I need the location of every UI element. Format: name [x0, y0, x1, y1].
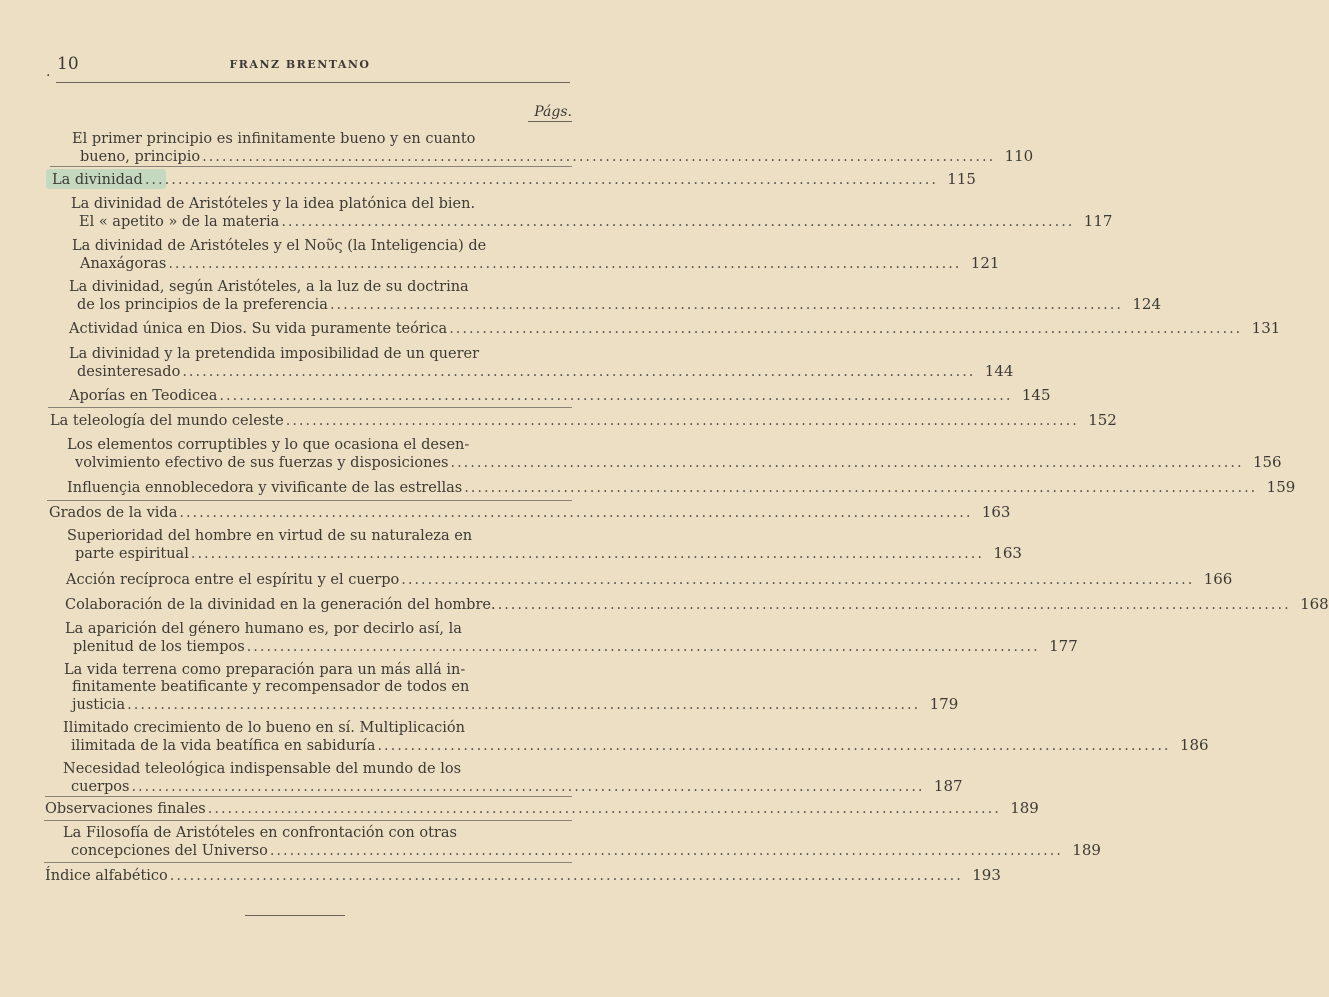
toc-entry	[65, 595, 1329, 614]
dot-leader: ........................................................................................................................	[169, 868, 963, 884]
toc-page-number: 156	[1252, 453, 1282, 471]
toc-page-number: 168	[1300, 595, 1329, 613]
toc-entry-title: La teleología del mundo celeste	[50, 413, 284, 429]
toc-entry-title: de los principios de la preferencia	[77, 297, 328, 313]
toc-entry	[65, 621, 1078, 656]
toc-entry	[67, 437, 1282, 472]
footer-rule	[245, 915, 345, 916]
toc-page-number: 152	[1088, 411, 1117, 429]
toc-page-number: 163	[981, 503, 1011, 521]
toc-entry-title: cuerpos	[71, 779, 130, 795]
dot-leader: ........................................................................................................................	[144, 172, 938, 188]
toc-entry-last-line	[71, 212, 1113, 231]
toc-entry-title: volvimiento efectivo de sus fuerzas y disposiciones	[75, 455, 449, 471]
dot-leader: ........................................................................................................................	[450, 455, 1244, 471]
toc-entry-line: Los elementos corruptibles y lo que ocasiona el desen-	[67, 437, 470, 453]
toc-page-number: 115	[947, 170, 976, 188]
toc-entry-last-line	[63, 736, 1209, 755]
toc-entry-line: La divinidad y la pretendida imposibilidad de un querer	[69, 346, 480, 362]
toc-page-number: 189	[1072, 841, 1101, 859]
toc-entry-title: Actividad única en Dios. Su vida puramente teórica	[69, 321, 448, 337]
toc-page-number: 193	[972, 866, 1001, 884]
pages-label-rule	[528, 121, 572, 122]
toc-entry-line: La Filosofía de Aristóteles en confrontación con otras	[63, 825, 457, 841]
dot-leader: ........................................................................................................................	[401, 572, 1195, 588]
dot-leader: ........................................................................................................................	[190, 546, 984, 562]
toc-entry-last-line	[72, 254, 1000, 273]
toc-entry-title: concepciones del Universo	[71, 843, 268, 859]
toc-entry-last-line	[69, 362, 1014, 381]
toc-page-number: 110	[1004, 147, 1034, 165]
toc-page-number: 159	[1266, 478, 1296, 496]
dot-leader: ........................................................................................................................	[281, 214, 1075, 230]
dot-leader: ........................................................................................................................	[202, 149, 996, 165]
toc-entry	[63, 825, 1101, 860]
toc-entry-title: Acción recíproca entre el espíritu y el cuerpo	[66, 572, 400, 588]
toc-entry-title: parte espiritual	[75, 546, 189, 562]
pages-column-label: Págs.	[534, 104, 572, 120]
section-separator	[45, 796, 572, 797]
toc-entry-last-line	[69, 295, 1162, 314]
toc-entry-title: bueno, principio	[80, 149, 201, 165]
toc-entry	[45, 799, 1039, 818]
dot-leader: ........................................................................................................................	[329, 297, 1124, 313]
section-separator	[48, 407, 572, 408]
toc-entry-last-line	[66, 570, 1233, 589]
dot-leader: ........................................................................................................................	[285, 413, 1079, 429]
toc-entry	[72, 238, 1000, 273]
toc-page-number: 189	[1010, 799, 1039, 817]
toc-entry	[69, 279, 1162, 314]
dot-leader: ........................................................................................................................	[377, 738, 1171, 754]
toc-entry-title: Anaxágoras	[80, 256, 167, 272]
toc-entry-line: La aparición del género humano es, por decirlo así, la	[65, 621, 462, 637]
toc-page-number: 177	[1049, 637, 1078, 655]
dot-leader: ........................................................................................................................	[131, 779, 925, 795]
toc-entry-title: Índice alfabético	[45, 868, 168, 884]
toc-page-number: 186	[1179, 736, 1209, 754]
toc-entry-line: Superioridad del hombre en virtud de su naturaleza en	[67, 528, 473, 544]
toc-page-number: 124	[1132, 295, 1162, 313]
page-mark: .	[46, 64, 51, 80]
toc-entry	[50, 411, 1117, 430]
toc-entry-title: plenitud de los tiempos	[73, 639, 245, 655]
toc-entry-title: Observaciones finales	[45, 801, 206, 817]
toc-entry	[69, 386, 1051, 405]
dot-leader: ........................................................................................................................	[219, 388, 1013, 404]
dot-leader: ........................................................................................................................	[449, 321, 1243, 337]
toc-entry-last-line	[50, 411, 1117, 430]
toc-entry-last-line	[67, 478, 1296, 497]
toc-entry	[64, 662, 959, 714]
toc-entry-title: El « apetito » de la materia	[79, 214, 280, 230]
dot-leader: ........................................................................................................................	[182, 364, 976, 380]
section-separator	[47, 500, 572, 501]
toc-entry-last-line	[63, 777, 963, 796]
section-separator	[44, 820, 572, 821]
toc-entry-line: La vida terrena como preparación para un más allá in-	[64, 662, 466, 678]
dot-leader: ........................................................................................................................	[269, 843, 1063, 859]
toc-entry-title: ilimitada de la vida beatífica en sabiduría	[71, 738, 376, 754]
dot-leader: ........................................................................................................................	[207, 801, 1001, 817]
toc-entry-last-line	[69, 319, 1281, 338]
running-title-author: FRANZ BRENTANO	[229, 58, 371, 71]
toc-entry-title: Grados de la vida	[49, 505, 178, 521]
toc-entry-title: justicia	[72, 697, 126, 713]
dot-leader: ........................................................................................................................	[168, 256, 962, 272]
toc-page-number: 121	[970, 254, 1000, 272]
toc-page-number: 144	[984, 362, 1014, 380]
toc-page-number: 131	[1251, 319, 1281, 337]
toc-entry	[69, 346, 1014, 381]
toc-entry	[63, 761, 963, 796]
toc-page-number: 163	[993, 544, 1022, 562]
toc-entry	[45, 866, 1001, 885]
toc-page-number: 166	[1203, 570, 1233, 588]
toc-page-number: 179	[929, 695, 959, 713]
toc-entry-title: La divinidad	[52, 172, 143, 188]
toc-entry	[67, 528, 1022, 563]
toc-entry-line: Necesidad teleológica indispensable del mundo de los	[63, 761, 462, 777]
toc-entry-last-line	[67, 453, 1282, 472]
toc-entry	[72, 131, 1034, 166]
toc-entry	[49, 503, 1011, 522]
toc-entry-line: La divinidad de Aristóteles y la idea platónica del bien.	[71, 196, 476, 212]
dot-leader: ........................................................................................................................	[497, 597, 1291, 613]
toc-entry-last-line	[45, 799, 1039, 818]
page-number: 10	[57, 54, 79, 74]
toc-entry-last-line	[49, 503, 1011, 522]
toc-entry	[67, 478, 1296, 497]
toc-entry-title: Aporías en Teodicea	[69, 388, 218, 404]
toc-entry-title: Colaboración de la divinidad en la generación del hombre.	[65, 597, 496, 613]
toc-entry-line: La divinidad de Aristóteles y el Νοῦς (la Inteligencia) de	[72, 238, 487, 254]
toc-entry	[66, 570, 1233, 589]
toc-page-number: 145	[1021, 386, 1051, 404]
toc-entry-last-line	[52, 170, 976, 189]
toc-entry-title: Influençia ennoblecedora y vivificante de las estrellas	[67, 480, 463, 496]
toc-entry	[63, 720, 1209, 755]
toc-entry-line: El primer principio es infinitamente bueno y en cuanto	[72, 131, 476, 147]
toc-entry-line: finitamente beatificante y recompensador de todos en	[72, 679, 470, 695]
dot-leader: ........................................................................................................................	[127, 697, 921, 713]
toc-entry-last-line	[72, 147, 1034, 166]
toc-entry-line: La divinidad, según Aristóteles, a la luz de su doctrina	[69, 279, 469, 295]
toc-page-number: 117	[1083, 212, 1113, 230]
toc-entry-last-line	[69, 386, 1051, 405]
running-header	[0, 54, 600, 78]
toc-entry-last-line	[64, 695, 959, 714]
toc-entry-last-line	[67, 544, 1022, 563]
toc-entry-last-line	[45, 866, 1001, 885]
toc-page-number: 187	[933, 777, 963, 795]
dot-leader: ........................................................................................................................	[179, 505, 973, 521]
toc-entry-last-line	[63, 841, 1101, 860]
dot-leader: ........................................................................................................................	[464, 480, 1258, 496]
dot-leader: ........................................................................................................................	[246, 639, 1040, 655]
toc-entry	[71, 196, 1113, 231]
toc-entry	[69, 319, 1281, 338]
toc-entry-last-line	[65, 637, 1078, 656]
toc-entry-line: Ilimitado crecimiento de lo bueno en sí. Multiplicación	[63, 720, 465, 736]
header-rule	[56, 82, 570, 83]
section-separator	[44, 862, 572, 863]
section-separator	[50, 166, 572, 167]
toc-entry	[52, 170, 976, 189]
toc-entry-title: desinteresado	[77, 364, 181, 380]
toc-entry-last-line	[65, 595, 1329, 614]
